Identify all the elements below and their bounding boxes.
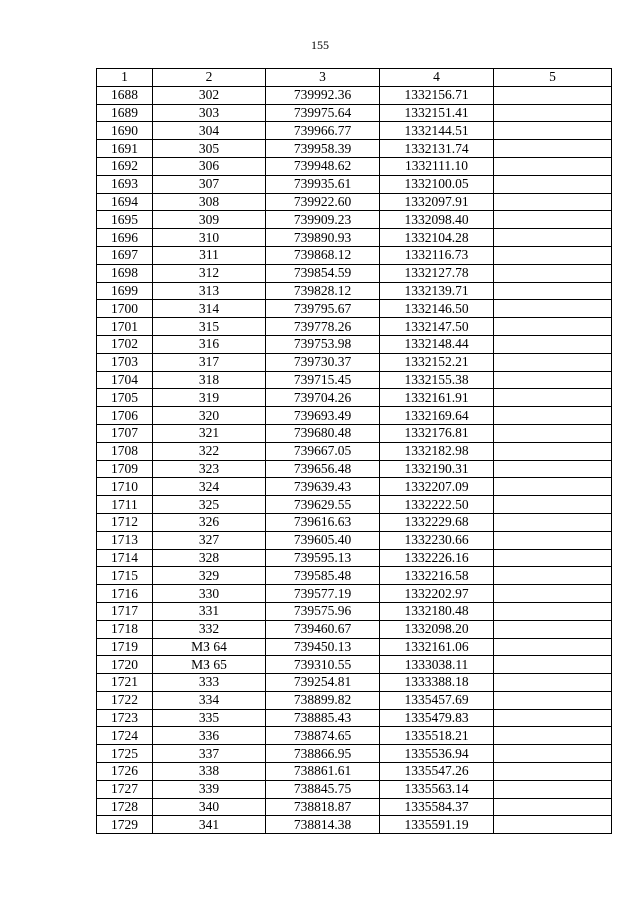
table-cell-col-3: 739966.77	[266, 122, 380, 140]
table-cell-col-5	[494, 86, 612, 104]
table-body	[97, 86, 612, 833]
table-cell-col-5	[494, 531, 612, 549]
table-cell-col-1: 1722	[97, 691, 153, 709]
table-cell-col-3: 739460.67	[266, 620, 380, 638]
table-cell-col-4: 1332156.71	[380, 86, 494, 104]
table-row	[97, 638, 612, 656]
table-cell-col-2: 325	[153, 496, 266, 514]
table-cell-col-3: 739753.98	[266, 335, 380, 353]
table-cell-col-2: МЗ 65	[153, 656, 266, 674]
table-row	[97, 318, 612, 336]
table-cell-col-5	[494, 442, 612, 460]
table-cell-col-4: 1332111.10	[380, 157, 494, 175]
table-cell-col-4: 1332207.09	[380, 478, 494, 496]
table-cell-col-2: 318	[153, 371, 266, 389]
table-cell-col-4: 1332216.58	[380, 567, 494, 585]
table-cell-col-1: 1694	[97, 193, 153, 211]
table-cell-col-5	[494, 638, 612, 656]
table-cell-col-5	[494, 282, 612, 300]
page-number: 155	[311, 38, 329, 52]
table-cell-col-4: 1332161.91	[380, 389, 494, 407]
table-cell-col-2: 321	[153, 424, 266, 442]
table-cell-col-4: 1332222.50	[380, 496, 494, 514]
table-cell-col-3: 739310.55	[266, 656, 380, 674]
table-cell-col-4: 1335518.21	[380, 727, 494, 745]
table-cell-col-4: 1332190.31	[380, 460, 494, 478]
table-cell-col-1: 1705	[97, 389, 153, 407]
table-cell-col-2: 323	[153, 460, 266, 478]
table-cell-col-5	[494, 496, 612, 514]
table-cell-col-5	[494, 460, 612, 478]
table-cell-col-5	[494, 424, 612, 442]
table-cell-col-2: 314	[153, 300, 266, 318]
table-cell-col-3: 739909.23	[266, 211, 380, 229]
table-cell-col-5	[494, 478, 612, 496]
table-row	[97, 389, 612, 407]
table-cell-col-1: 1707	[97, 424, 153, 442]
table-cell-col-4: 1335547.26	[380, 763, 494, 781]
table-cell-col-5	[494, 211, 612, 229]
table-cell-col-2: 308	[153, 193, 266, 211]
table-cell-col-3: 739730.37	[266, 353, 380, 371]
table-row	[97, 246, 612, 264]
table-cell-col-3: 739704.26	[266, 389, 380, 407]
table-cell-col-1: 1711	[97, 496, 153, 514]
table-cell-col-1: 1729	[97, 816, 153, 834]
table-cell-col-1: 1703	[97, 353, 153, 371]
table-cell-col-3: 739629.55	[266, 496, 380, 514]
table-row	[97, 460, 612, 478]
table-cell-col-5	[494, 389, 612, 407]
table-row	[97, 282, 612, 300]
table-cell-col-5	[494, 353, 612, 371]
table-cell-col-5	[494, 816, 612, 834]
table-cell-col-2: 305	[153, 140, 266, 158]
table-cell-col-2: 336	[153, 727, 266, 745]
table-cell-col-2: 335	[153, 709, 266, 727]
table-cell-col-2: 312	[153, 264, 266, 282]
table-cell-col-5	[494, 246, 612, 264]
table-cell-col-2: 324	[153, 478, 266, 496]
table-cell-col-3: 738818.87	[266, 798, 380, 816]
table-cell-col-4: 1332229.68	[380, 513, 494, 531]
table-cell-col-3: 738885.43	[266, 709, 380, 727]
table-cell-col-2: 341	[153, 816, 266, 834]
table-cell-col-1: 1715	[97, 567, 153, 585]
table-cell-col-1: 1690	[97, 122, 153, 140]
table-cell-col-3: 739667.05	[266, 442, 380, 460]
table-cell-col-4: 1332100.05	[380, 175, 494, 193]
table-row	[97, 674, 612, 692]
table-row	[97, 513, 612, 531]
table-cell-col-4: 1332148.44	[380, 335, 494, 353]
table-row	[97, 86, 612, 104]
table-cell-col-5	[494, 318, 612, 336]
table-cell-col-4: 1333038.11	[380, 656, 494, 674]
table-cell-col-2: 303	[153, 104, 266, 122]
table-cell-col-1: 1700	[97, 300, 153, 318]
table-cell-col-1: 1717	[97, 602, 153, 620]
table-cell-col-1: 1725	[97, 745, 153, 763]
table-cell-col-2: 330	[153, 585, 266, 603]
table-cell-col-4: 1332151.41	[380, 104, 494, 122]
table-cell-col-5	[494, 122, 612, 140]
table-row	[97, 585, 612, 603]
table-row	[97, 691, 612, 709]
table-cell-col-1: 1721	[97, 674, 153, 692]
table-cell-col-4: 1332155.38	[380, 371, 494, 389]
table-cell-col-5	[494, 157, 612, 175]
table-row	[97, 620, 612, 638]
table-row	[97, 567, 612, 585]
table-cell-col-5	[494, 745, 612, 763]
table-cell-col-3: 738866.95	[266, 745, 380, 763]
table-cell-col-2: 333	[153, 674, 266, 692]
table-cell-col-4: 1335479.83	[380, 709, 494, 727]
table-cell-col-3: 739890.93	[266, 229, 380, 247]
table-cell-col-5	[494, 335, 612, 353]
table-cell-col-2: 317	[153, 353, 266, 371]
table-cell-col-4: 1332098.20	[380, 620, 494, 638]
table-row	[97, 335, 612, 353]
table-row	[97, 798, 612, 816]
table-cell-col-2: 334	[153, 691, 266, 709]
table-cell-col-2: 339	[153, 780, 266, 798]
table-cell-col-1: 1688	[97, 86, 153, 104]
table-cell-col-2: 309	[153, 211, 266, 229]
table-cell-col-5	[494, 407, 612, 425]
table-cell-col-1: 1712	[97, 513, 153, 531]
table-cell-col-1: 1718	[97, 620, 153, 638]
table-cell-col-2: 322	[153, 442, 266, 460]
column-header-4: 4	[380, 69, 494, 87]
column-header-5: 5	[494, 69, 612, 87]
table-cell-col-3: 739680.48	[266, 424, 380, 442]
table-row	[97, 140, 612, 158]
table-row	[97, 496, 612, 514]
table-cell-col-4: 1332131.74	[380, 140, 494, 158]
table-row	[97, 175, 612, 193]
table-cell-col-3: 738899.82	[266, 691, 380, 709]
table-row	[97, 727, 612, 745]
table-cell-col-5	[494, 709, 612, 727]
table-cell-col-3: 738861.61	[266, 763, 380, 781]
table-cell-col-4: 1332097.91	[380, 193, 494, 211]
table-cell-col-3: 739577.19	[266, 585, 380, 603]
table-cell-col-5	[494, 300, 612, 318]
table-cell-col-1: 1727	[97, 780, 153, 798]
table-row	[97, 353, 612, 371]
table-cell-col-3: 739958.39	[266, 140, 380, 158]
table-cell-col-1: 1697	[97, 246, 153, 264]
table-cell-col-3: 739595.13	[266, 549, 380, 567]
table-cell-col-2: 310	[153, 229, 266, 247]
table-cell-col-1: 1708	[97, 442, 153, 460]
table-cell-col-1: 1710	[97, 478, 153, 496]
table-cell-col-2: 316	[153, 335, 266, 353]
table-cell-col-3: 739715.45	[266, 371, 380, 389]
table-cell-col-5	[494, 229, 612, 247]
table-cell-col-5	[494, 264, 612, 282]
table-cell-col-2: 319	[153, 389, 266, 407]
table-row	[97, 424, 612, 442]
table-cell-col-4: 1332161.06	[380, 638, 494, 656]
table-cell-col-1: 1693	[97, 175, 153, 193]
table-cell-col-5	[494, 175, 612, 193]
table-cell-col-2: 302	[153, 86, 266, 104]
table-cell-col-5	[494, 140, 612, 158]
table-cell-col-5	[494, 763, 612, 781]
table-cell-col-1: 1696	[97, 229, 153, 247]
table-cell-col-5	[494, 513, 612, 531]
column-header-2: 2	[153, 69, 266, 87]
table-row	[97, 407, 612, 425]
table-cell-col-1: 1726	[97, 763, 153, 781]
table-cell-col-5	[494, 798, 612, 816]
table-cell-col-2: 329	[153, 567, 266, 585]
table-cell-col-5	[494, 620, 612, 638]
table-cell-col-2: 315	[153, 318, 266, 336]
table-cell-col-3: 738845.75	[266, 780, 380, 798]
table-row	[97, 745, 612, 763]
table-cell-col-4: 1335591.19	[380, 816, 494, 834]
table-row	[97, 300, 612, 318]
table-cell-col-3: 739828.12	[266, 282, 380, 300]
table-cell-col-2: 306	[153, 157, 266, 175]
table-cell-col-5	[494, 602, 612, 620]
table-cell-col-2: 331	[153, 602, 266, 620]
table-cell-col-4: 1332230.66	[380, 531, 494, 549]
table-cell-col-1: 1719	[97, 638, 153, 656]
table-cell-col-4: 1332202.97	[380, 585, 494, 603]
table-cell-col-3: 739778.26	[266, 318, 380, 336]
table-cell-col-3: 739975.64	[266, 104, 380, 122]
table-cell-col-5	[494, 674, 612, 692]
table-cell-col-4: 1335563.14	[380, 780, 494, 798]
table-cell-col-2: МЗ 64	[153, 638, 266, 656]
table-cell-col-4: 1332182.98	[380, 442, 494, 460]
table-cell-col-5	[494, 727, 612, 745]
table-row	[97, 656, 612, 674]
table-row	[97, 104, 612, 122]
table-cell-col-3: 739639.43	[266, 478, 380, 496]
table-cell-col-3: 739922.60	[266, 193, 380, 211]
table-row	[97, 549, 612, 567]
table-cell-col-5	[494, 104, 612, 122]
table-cell-col-3: 739254.81	[266, 674, 380, 692]
table-row	[97, 157, 612, 175]
table-row	[97, 602, 612, 620]
table-cell-col-3: 738874.65	[266, 727, 380, 745]
table-row	[97, 211, 612, 229]
table-cell-col-2: 311	[153, 246, 266, 264]
table-cell-col-3: 739795.67	[266, 300, 380, 318]
table-cell-col-4: 1332226.16	[380, 549, 494, 567]
table-cell-col-3: 739992.36	[266, 86, 380, 104]
table-cell-col-4: 1332116.73	[380, 246, 494, 264]
table-cell-col-2: 326	[153, 513, 266, 531]
table-cell-col-3: 739935.61	[266, 175, 380, 193]
table-cell-col-4: 1332146.50	[380, 300, 494, 318]
table-cell-col-1: 1692	[97, 157, 153, 175]
table-cell-col-1: 1701	[97, 318, 153, 336]
table-cell-col-2: 327	[153, 531, 266, 549]
table-cell-col-3: 739585.48	[266, 567, 380, 585]
table-row	[97, 122, 612, 140]
table-cell-col-4: 1332144.51	[380, 122, 494, 140]
table-cell-col-5	[494, 780, 612, 798]
table-cell-col-2: 313	[153, 282, 266, 300]
table-cell-col-5	[494, 567, 612, 585]
table-cell-col-1: 1720	[97, 656, 153, 674]
table-row	[97, 531, 612, 549]
table-cell-col-5	[494, 371, 612, 389]
coordinates-table	[96, 68, 612, 834]
column-header-3: 3	[266, 69, 380, 87]
table-row	[97, 780, 612, 798]
table-cell-col-1: 1723	[97, 709, 153, 727]
table-cell-col-3: 739616.63	[266, 513, 380, 531]
table-cell-col-1: 1689	[97, 104, 153, 122]
table-cell-col-1: 1709	[97, 460, 153, 478]
table-row	[97, 442, 612, 460]
table-cell-col-3: 739854.59	[266, 264, 380, 282]
table-cell-col-4: 1332127.78	[380, 264, 494, 282]
table-cell-col-4: 1332098.40	[380, 211, 494, 229]
table-cell-col-1: 1714	[97, 549, 153, 567]
table-cell-col-5	[494, 585, 612, 603]
table-row	[97, 763, 612, 781]
table-cell-col-2: 340	[153, 798, 266, 816]
table-row	[97, 371, 612, 389]
table-cell-col-1: 1704	[97, 371, 153, 389]
table-cell-col-5	[494, 193, 612, 211]
table-cell-col-2: 307	[153, 175, 266, 193]
table-cell-col-5	[494, 656, 612, 674]
column-header-1: 1	[97, 69, 153, 87]
table-cell-col-5	[494, 691, 612, 709]
table-header-row	[97, 69, 612, 87]
table-cell-col-1: 1706	[97, 407, 153, 425]
table-cell-col-1: 1695	[97, 211, 153, 229]
table-cell-col-3: 738814.38	[266, 816, 380, 834]
table-cell-col-4: 1335536.94	[380, 745, 494, 763]
table-cell-col-5	[494, 549, 612, 567]
table-cell-col-4: 1335584.37	[380, 798, 494, 816]
table-cell-col-3: 739605.40	[266, 531, 380, 549]
table-cell-col-4: 1332139.71	[380, 282, 494, 300]
table-cell-col-2: 304	[153, 122, 266, 140]
table-cell-col-1: 1724	[97, 727, 153, 745]
table-cell-col-1: 1728	[97, 798, 153, 816]
table-cell-col-4: 1332169.64	[380, 407, 494, 425]
table-cell-col-2: 337	[153, 745, 266, 763]
table-cell-col-4: 1332152.21	[380, 353, 494, 371]
table-cell-col-1: 1702	[97, 335, 153, 353]
table-cell-col-4: 1332147.50	[380, 318, 494, 336]
table-cell-col-3: 739575.96	[266, 602, 380, 620]
table-cell-col-3: 739693.49	[266, 407, 380, 425]
table-cell-col-3: 739656.48	[266, 460, 380, 478]
table-row	[97, 193, 612, 211]
table-cell-col-3: 739868.12	[266, 246, 380, 264]
table-cell-col-3: 739450.13	[266, 638, 380, 656]
table-cell-col-1: 1716	[97, 585, 153, 603]
table-cell-col-1: 1713	[97, 531, 153, 549]
table-cell-col-4: 1333388.18	[380, 674, 494, 692]
table-row	[97, 709, 612, 727]
table-row	[97, 478, 612, 496]
table-cell-col-2: 338	[153, 763, 266, 781]
table-cell-col-3: 739948.62	[266, 157, 380, 175]
table-cell-col-1: 1698	[97, 264, 153, 282]
table-cell-col-1: 1699	[97, 282, 153, 300]
table-cell-col-4: 1332104.28	[380, 229, 494, 247]
table-cell-col-4: 1332180.48	[380, 602, 494, 620]
table-cell-col-2: 332	[153, 620, 266, 638]
table-cell-col-2: 320	[153, 407, 266, 425]
table-cell-col-4: 1332176.81	[380, 424, 494, 442]
table-row	[97, 229, 612, 247]
table-row	[97, 264, 612, 282]
table-cell-col-2: 328	[153, 549, 266, 567]
table-row	[97, 816, 612, 834]
table-cell-col-1: 1691	[97, 140, 153, 158]
table-cell-col-4: 1335457.69	[380, 691, 494, 709]
